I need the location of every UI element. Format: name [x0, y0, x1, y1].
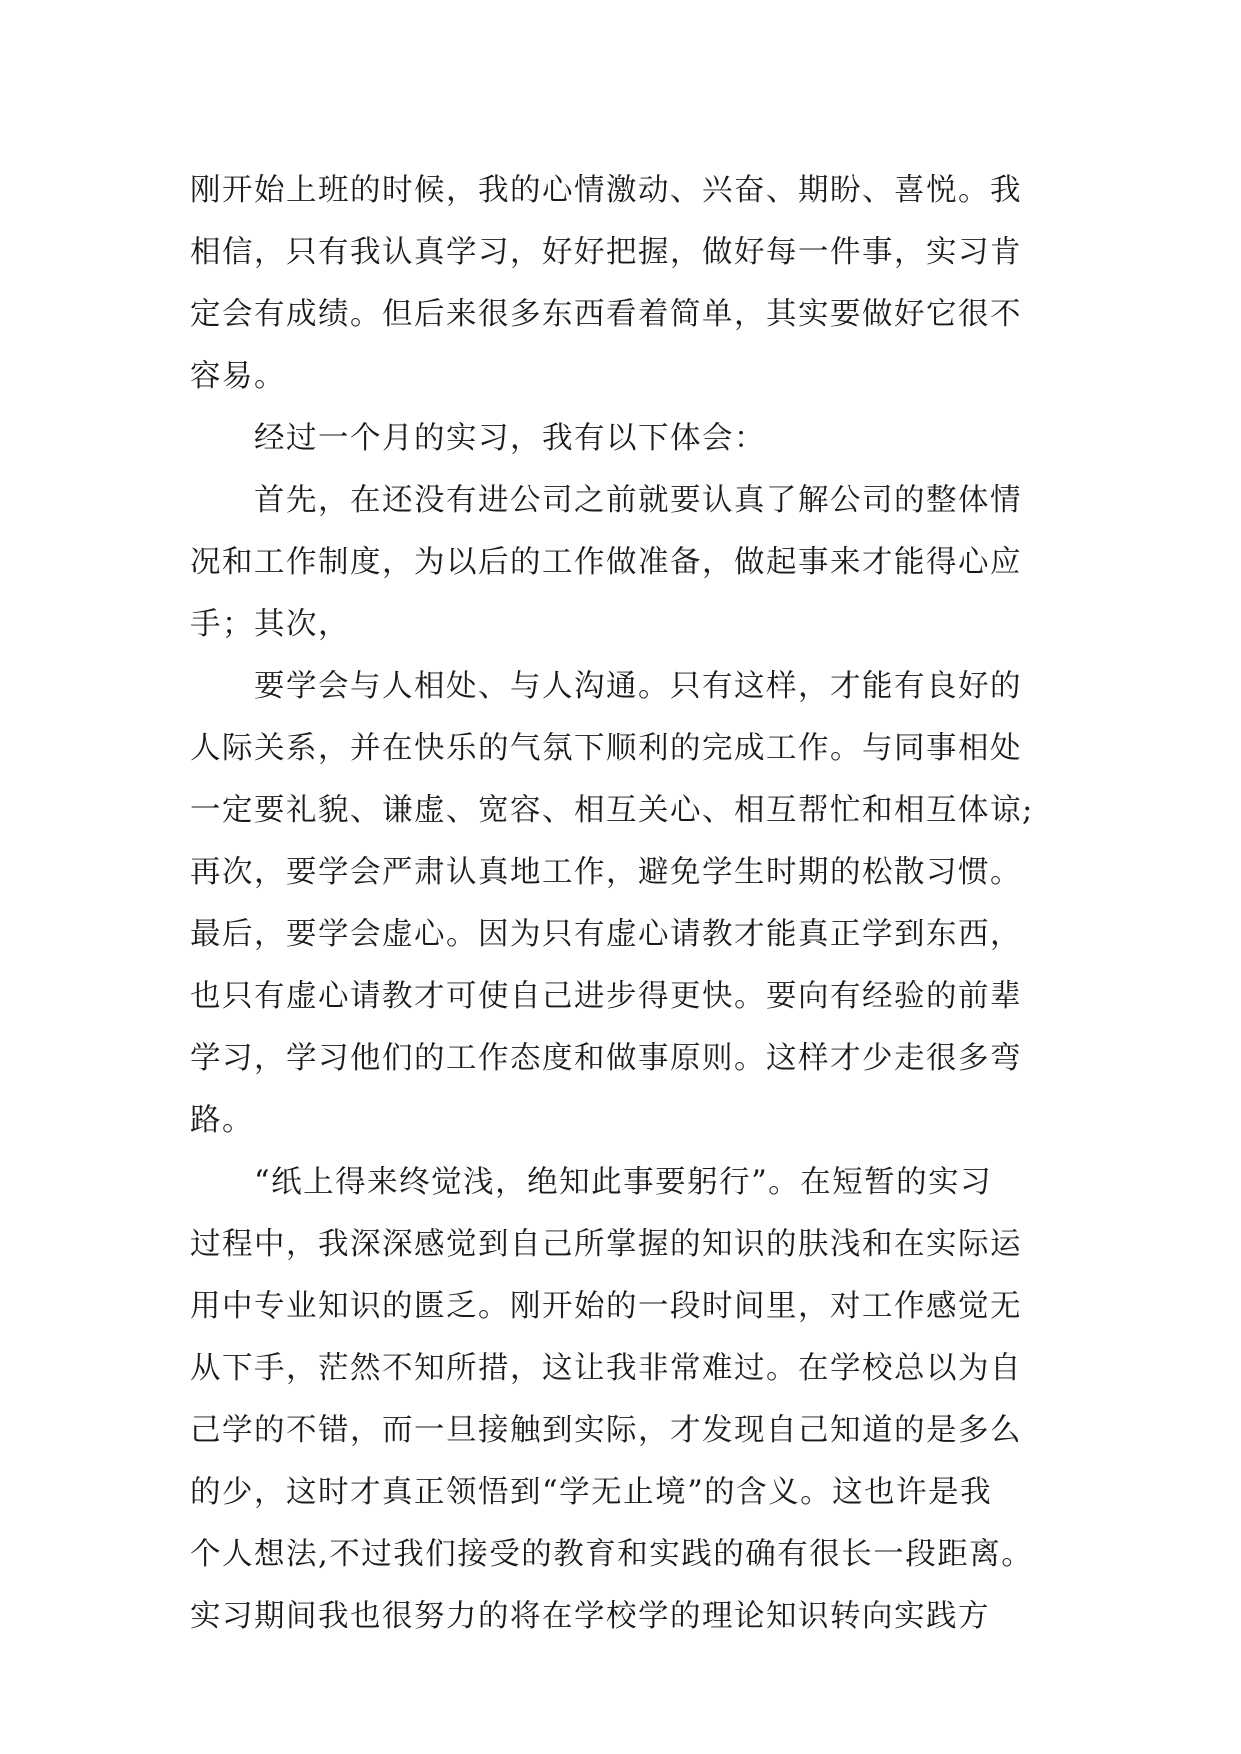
text-line: 己学的不错，而一旦接触到实际，才发现自己知道的是多么 — [190, 1413, 1022, 1448]
text-line: 过程中，我深深感觉到自己所掌握的知识的肤浅和在实际运 — [190, 1227, 1022, 1262]
text-line: 况和工作制度，为以后的工作做准备，做起事来才能得心应 — [190, 545, 1022, 580]
text-line: 容易。 — [190, 359, 286, 394]
text-line: 用中专业知识的匮乏。刚开始的一段时间里，对工作感觉无 — [190, 1289, 1022, 1324]
text-line: 再次，要学会严肃认真地工作，避免学生时期的松散习惯。 — [190, 855, 1022, 890]
text-line: 的少，这时才真正领悟到“学无止境”的含义。这也许是我 — [190, 1475, 993, 1510]
text-line: 定会有成绩。但后来很多东西看着简单，其实要做好它很不 — [190, 297, 1022, 332]
text-line: 也只有虚心请教才可使自己进步得更快。要向有经验的前辈 — [190, 979, 1022, 1014]
body-text — [190, 160, 1060, 1648]
text-line: 实习期间我也很努力的将在学校学的理论知识转向实践方 — [190, 1599, 990, 1634]
text-line: 从下手，茫然不知所措，这让我非常难过。在学校总以为自 — [190, 1351, 1022, 1386]
text-line: 相信，只有我认真学习，好好把握，做好每一件事，实习肯 — [190, 235, 1022, 270]
text-line: 手；其次， — [190, 607, 350, 642]
text-line: “纸上得来终觉浅，绝知此事要躬行”。在短暂的实习 — [254, 1165, 993, 1200]
text-line: 要学会与人相处、与人沟通。只有这样，才能有良好的 — [254, 669, 1022, 704]
text-line: 一定要礼貌、谦虚、宽容、相互关心、相互帮忙和相互体谅; — [190, 793, 1034, 828]
text-line: 个人想法,不过我们接受的教育和实践的确有很长一段距离。 — [190, 1537, 1034, 1572]
text-line: 经过一个月的实习，我有以下体会： — [254, 421, 766, 456]
text-line: 学习，学习他们的工作态度和做事原则。这样才少走很多弯 — [190, 1041, 1022, 1076]
text-line: 路。 — [190, 1103, 254, 1138]
text-line: 最后，要学会虚心。因为只有虚心请教才能真正学到东西， — [190, 917, 1022, 952]
text-line: 刚开始上班的时候，我的心情激动、兴奋、期盼、喜悦。我 — [190, 173, 1022, 208]
text-line: 首先，在还没有进公司之前就要认真了解公司的整体情 — [254, 483, 1022, 518]
text-line: 人际关系，并在快乐的气氛下顺利的完成工作。与同事相处 — [190, 731, 1022, 766]
